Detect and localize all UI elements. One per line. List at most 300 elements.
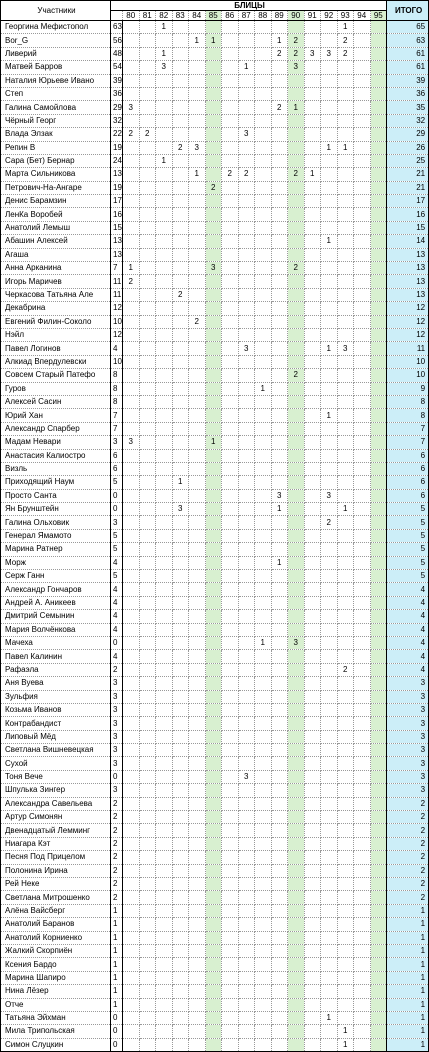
column-header: 88 xyxy=(255,11,272,21)
blitz-score xyxy=(321,958,338,971)
blitz-score xyxy=(304,703,321,716)
blitz-score xyxy=(189,195,206,208)
blitz-score xyxy=(354,87,371,100)
blitz-score xyxy=(123,154,140,167)
column-header: 89 xyxy=(271,11,288,21)
blitz-score xyxy=(156,87,173,100)
blitz-score xyxy=(354,195,371,208)
blitz-score xyxy=(354,757,371,770)
blitz-score xyxy=(189,436,206,449)
blitz-score xyxy=(139,449,156,462)
blitz-score xyxy=(354,596,371,609)
blitz-score xyxy=(271,918,288,931)
blitz-score xyxy=(139,409,156,422)
blitz-score xyxy=(189,543,206,556)
blitz-score xyxy=(304,985,321,998)
blitz-score xyxy=(304,529,321,542)
blitz-score xyxy=(172,636,189,649)
blitz-score xyxy=(156,503,173,516)
blitz-score xyxy=(271,851,288,864)
blitz-score xyxy=(172,382,189,395)
blitz-score xyxy=(156,703,173,716)
total-score: 2 xyxy=(387,811,429,824)
blitz-score: 1 xyxy=(321,235,338,248)
blitz-score xyxy=(222,302,239,315)
table-row xyxy=(1,931,429,944)
blitz-score xyxy=(354,208,371,221)
blitz-score xyxy=(321,395,338,408)
blitz-score xyxy=(139,221,156,234)
blitz-score xyxy=(337,837,354,850)
blitz-score xyxy=(337,262,354,275)
blitz-score: 2 xyxy=(271,101,288,114)
blitz-score xyxy=(156,556,173,569)
blitz-score xyxy=(370,21,387,34)
blitz-score xyxy=(288,409,305,422)
blitz-score xyxy=(123,636,140,649)
blitz-score xyxy=(123,971,140,984)
blitz-score xyxy=(222,1038,239,1051)
total-score: 13 xyxy=(387,288,429,301)
blitz-score xyxy=(238,34,255,47)
blitz-score xyxy=(238,328,255,341)
table-row xyxy=(1,677,429,690)
blitz-score xyxy=(222,275,239,288)
blitz-score xyxy=(238,1038,255,1051)
blitz-score xyxy=(304,784,321,797)
blitz-score xyxy=(304,824,321,837)
blitz-score xyxy=(205,355,222,368)
blitz-score xyxy=(271,141,288,154)
blitz-score xyxy=(354,328,371,341)
blitz-score xyxy=(370,958,387,971)
blitz-score xyxy=(255,34,272,47)
blitz-score xyxy=(172,583,189,596)
blitz-score xyxy=(189,770,206,783)
table-row xyxy=(1,476,429,489)
blitz-score xyxy=(172,623,189,636)
blitz-score xyxy=(288,703,305,716)
table-row xyxy=(1,703,429,716)
participant-name: Сухой xyxy=(1,757,111,770)
table-row xyxy=(1,757,429,770)
blitz-score xyxy=(238,315,255,328)
blitz-score xyxy=(304,275,321,288)
table-row xyxy=(1,717,429,730)
blitz-score xyxy=(271,195,288,208)
total-score: 5 xyxy=(387,529,429,542)
blitz-score xyxy=(189,824,206,837)
participant-name: Мадам Невари xyxy=(1,436,111,449)
blitz-score xyxy=(139,623,156,636)
blitz-score xyxy=(172,891,189,904)
blitz-score xyxy=(139,328,156,341)
blitz-score xyxy=(222,101,239,114)
blitz-score: 1 xyxy=(255,382,272,395)
blitz-score xyxy=(139,436,156,449)
blitz-score xyxy=(222,328,239,341)
blitz-score xyxy=(156,891,173,904)
blitz-score: 1 xyxy=(337,1038,354,1051)
blitz-score xyxy=(304,730,321,743)
blitz-score xyxy=(288,985,305,998)
table-row xyxy=(1,944,429,957)
blitz-score xyxy=(321,596,338,609)
blitz-score xyxy=(288,878,305,891)
blitz-score xyxy=(370,891,387,904)
blitz-score xyxy=(304,74,321,87)
blitz-score xyxy=(321,422,338,435)
blitz-score: 3 xyxy=(123,101,140,114)
blitz-score xyxy=(304,382,321,395)
blitz-score xyxy=(271,730,288,743)
participant-name: Павел Логинов xyxy=(1,342,111,355)
blitz-score xyxy=(255,288,272,301)
blitz-score: 1 xyxy=(304,168,321,181)
blitz-score xyxy=(337,851,354,864)
blitz-score xyxy=(321,650,338,663)
blitz-score xyxy=(139,61,156,74)
blitz-score xyxy=(123,1038,140,1051)
blitz-score xyxy=(321,302,338,315)
table-row xyxy=(1,34,429,47)
table-row xyxy=(1,864,429,877)
blitz-score: 2 xyxy=(123,128,140,141)
blitz-score xyxy=(156,811,173,824)
blitz-score xyxy=(271,181,288,194)
blitz-score xyxy=(288,221,305,234)
total-score: 16 xyxy=(387,208,429,221)
table-row xyxy=(1,958,429,971)
blitz-score xyxy=(370,570,387,583)
blitz-score xyxy=(189,610,206,623)
participant-name: Черкасова Татьяна Але xyxy=(1,288,111,301)
participants-header: Участники xyxy=(1,1,111,21)
base-score: 1 xyxy=(111,904,123,917)
blitz-score xyxy=(255,342,272,355)
total-score: 3 xyxy=(387,677,429,690)
blitz-score xyxy=(337,422,354,435)
blitz-score: 2 xyxy=(288,369,305,382)
blitz-score xyxy=(238,663,255,676)
blitz-score xyxy=(156,114,173,127)
blitz-score xyxy=(288,891,305,904)
total-score: 65 xyxy=(387,21,429,34)
blitz-score xyxy=(354,891,371,904)
blitz-score xyxy=(370,248,387,261)
blitz-score xyxy=(139,47,156,60)
blitz-score xyxy=(271,837,288,850)
table-row xyxy=(1,101,429,114)
blitz-score: 2 xyxy=(123,275,140,288)
participant-name: Алексей Сасин xyxy=(1,395,111,408)
blitz-score xyxy=(354,395,371,408)
blitz-score xyxy=(255,1025,272,1038)
blitz-score xyxy=(370,837,387,850)
blitz-score xyxy=(255,690,272,703)
blitz-score xyxy=(271,797,288,810)
blitz-score xyxy=(337,128,354,141)
participant-name: Петрович-На-Ангаре xyxy=(1,181,111,194)
blitz-score xyxy=(304,570,321,583)
blitz-score: 2 xyxy=(288,47,305,60)
blitz-score xyxy=(139,944,156,957)
blitz-score xyxy=(288,462,305,475)
blitz-score xyxy=(255,503,272,516)
participant-name: Георгина Мефистопол xyxy=(1,21,111,34)
base-score: 2 xyxy=(111,837,123,850)
table-row xyxy=(1,369,429,382)
blitz-score xyxy=(189,342,206,355)
blitz-score xyxy=(370,302,387,315)
blitz-score xyxy=(139,690,156,703)
blitz-score xyxy=(304,476,321,489)
blitz-score xyxy=(156,195,173,208)
blitz-score xyxy=(354,770,371,783)
blitz-score xyxy=(321,583,338,596)
column-header: 95 xyxy=(370,11,387,21)
blitz-score: 1 xyxy=(337,141,354,154)
total-score: 3 xyxy=(387,717,429,730)
blitz-score xyxy=(288,128,305,141)
blitz-score xyxy=(189,288,206,301)
base-score: 13 xyxy=(111,248,123,261)
blitz-score xyxy=(354,476,371,489)
blitz-score xyxy=(321,436,338,449)
total-score: 1 xyxy=(387,944,429,957)
blitz-score xyxy=(304,436,321,449)
blitz-score xyxy=(370,208,387,221)
base-score: 39 xyxy=(111,74,123,87)
blitz-score xyxy=(172,1038,189,1051)
blitz-score xyxy=(189,87,206,100)
blitz-score xyxy=(139,1038,156,1051)
blitz-score xyxy=(321,87,338,100)
column-header: 93 xyxy=(337,11,354,21)
blitz-score xyxy=(271,636,288,649)
column-header: 92 xyxy=(321,11,338,21)
blitz-score xyxy=(172,181,189,194)
participant-name: Светлана Митрошенко xyxy=(1,891,111,904)
blitz-score xyxy=(222,114,239,127)
blitz-score: 3 xyxy=(238,770,255,783)
blitz-score xyxy=(370,744,387,757)
table-row xyxy=(1,342,429,355)
table-row xyxy=(1,422,429,435)
blitz-score xyxy=(123,369,140,382)
blitz-score xyxy=(370,395,387,408)
base-score: 0 xyxy=(111,1038,123,1051)
blitz-score xyxy=(337,248,354,261)
blitz-score xyxy=(255,623,272,636)
table-row xyxy=(1,87,429,100)
base-score: 16 xyxy=(111,208,123,221)
blitz-score xyxy=(205,302,222,315)
blitz-score xyxy=(222,985,239,998)
blitz-score xyxy=(205,878,222,891)
base-score: 12 xyxy=(111,302,123,315)
blitz-score xyxy=(172,1011,189,1024)
blitz-score xyxy=(156,931,173,944)
blitz-score xyxy=(370,730,387,743)
blitz-score xyxy=(156,328,173,341)
total-score: 12 xyxy=(387,315,429,328)
blitz-score xyxy=(123,141,140,154)
blitz-score xyxy=(205,248,222,261)
blitz-score xyxy=(354,355,371,368)
blitz-score xyxy=(255,677,272,690)
participant-name: Визль xyxy=(1,462,111,475)
blitz-score xyxy=(370,931,387,944)
blitz-score xyxy=(189,636,206,649)
blitz-score xyxy=(172,489,189,502)
blitz-score xyxy=(337,570,354,583)
base-score: 8 xyxy=(111,369,123,382)
blitz-score xyxy=(222,355,239,368)
blitz-score xyxy=(337,985,354,998)
blitz-score xyxy=(321,168,338,181)
blitz-score xyxy=(271,570,288,583)
blitz-score xyxy=(370,985,387,998)
blitz-score xyxy=(288,851,305,864)
blitz-score xyxy=(156,449,173,462)
base-score: 3 xyxy=(111,717,123,730)
blitz-score: 1 xyxy=(271,556,288,569)
blitz-score xyxy=(321,851,338,864)
blitz-score xyxy=(123,195,140,208)
blitz-score xyxy=(156,369,173,382)
blitz-score: 2 xyxy=(337,663,354,676)
blitz-score xyxy=(238,369,255,382)
blitz-score xyxy=(271,369,288,382)
blitz-score xyxy=(205,315,222,328)
blitz-score xyxy=(205,543,222,556)
blitz-score xyxy=(337,730,354,743)
blitz-score xyxy=(189,47,206,60)
blitz-score xyxy=(271,944,288,957)
blitz-score xyxy=(271,583,288,596)
blitz-score xyxy=(222,74,239,87)
blitz-score xyxy=(255,811,272,824)
blitz-score xyxy=(222,128,239,141)
total-score: 3 xyxy=(387,690,429,703)
blitz-score xyxy=(337,235,354,248)
blitz-score xyxy=(304,208,321,221)
blitz-score xyxy=(156,610,173,623)
blitz-score xyxy=(172,650,189,663)
blitz-score xyxy=(205,918,222,931)
blitz-score xyxy=(222,462,239,475)
blitz-score xyxy=(123,87,140,100)
blitz-score xyxy=(189,489,206,502)
blitz-score xyxy=(222,944,239,957)
blitz-score xyxy=(172,195,189,208)
blitz-score xyxy=(271,998,288,1011)
blitz-score xyxy=(222,690,239,703)
blitz-score xyxy=(139,395,156,408)
blitz-score xyxy=(123,248,140,261)
blitz-score xyxy=(321,757,338,770)
blitz-score xyxy=(205,449,222,462)
blitz-score xyxy=(354,262,371,275)
blitz-score xyxy=(222,958,239,971)
blitz-score xyxy=(304,489,321,502)
blitz-score xyxy=(271,476,288,489)
blitz-score xyxy=(288,931,305,944)
blitz-score xyxy=(354,583,371,596)
blitz-score xyxy=(321,824,338,837)
blitz-score xyxy=(238,931,255,944)
base-score: 2 xyxy=(111,851,123,864)
blitz-score xyxy=(172,744,189,757)
blitz-score xyxy=(337,221,354,234)
blitz-score xyxy=(321,944,338,957)
blitz-score xyxy=(271,221,288,234)
blitz-score xyxy=(321,114,338,127)
blitz-score xyxy=(337,87,354,100)
total-score: 4 xyxy=(387,583,429,596)
blitz-score xyxy=(123,395,140,408)
blitz-score xyxy=(288,757,305,770)
blitz-score xyxy=(255,596,272,609)
blitz-score xyxy=(255,221,272,234)
blitz-score xyxy=(139,583,156,596)
blitz-score xyxy=(156,101,173,114)
blitz-score xyxy=(354,985,371,998)
blitz-score xyxy=(255,61,272,74)
base-score: 3 xyxy=(111,730,123,743)
blitz-score xyxy=(156,529,173,542)
participant-name: Татьяна Эйхман xyxy=(1,1011,111,1024)
blitz-score xyxy=(222,141,239,154)
blitz-score xyxy=(354,623,371,636)
participant-name: Ниагара Кэт xyxy=(1,837,111,850)
blitz-score xyxy=(172,355,189,368)
table-row xyxy=(1,181,429,194)
table-row xyxy=(1,382,429,395)
participant-name: Анна Арканина xyxy=(1,262,111,275)
participant-name: Степ xyxy=(1,87,111,100)
blitz-score xyxy=(222,596,239,609)
blitz-score xyxy=(304,864,321,877)
blitz-score xyxy=(271,904,288,917)
participant-name: Наталия Юрьевe Ивано xyxy=(1,74,111,87)
blitz-score xyxy=(189,931,206,944)
blitz-score xyxy=(354,744,371,757)
base-score: 29 xyxy=(111,101,123,114)
blitz-score xyxy=(238,985,255,998)
blitz-score xyxy=(172,543,189,556)
blitz-score xyxy=(189,235,206,248)
blitz-score xyxy=(271,623,288,636)
blitz-score xyxy=(172,570,189,583)
blitz-score xyxy=(156,944,173,957)
blitz-score xyxy=(354,235,371,248)
blitz-score xyxy=(255,757,272,770)
blitz-score xyxy=(337,556,354,569)
blitz-score xyxy=(205,168,222,181)
blitz-score xyxy=(288,1011,305,1024)
blitz-score: 3 xyxy=(156,61,173,74)
blitz-score xyxy=(255,114,272,127)
blitz-score xyxy=(139,703,156,716)
blitz-score xyxy=(189,328,206,341)
blitz-score xyxy=(123,476,140,489)
table-row xyxy=(1,114,429,127)
blitz-score xyxy=(189,462,206,475)
blitz-score xyxy=(354,663,371,676)
total-score: 15 xyxy=(387,221,429,234)
